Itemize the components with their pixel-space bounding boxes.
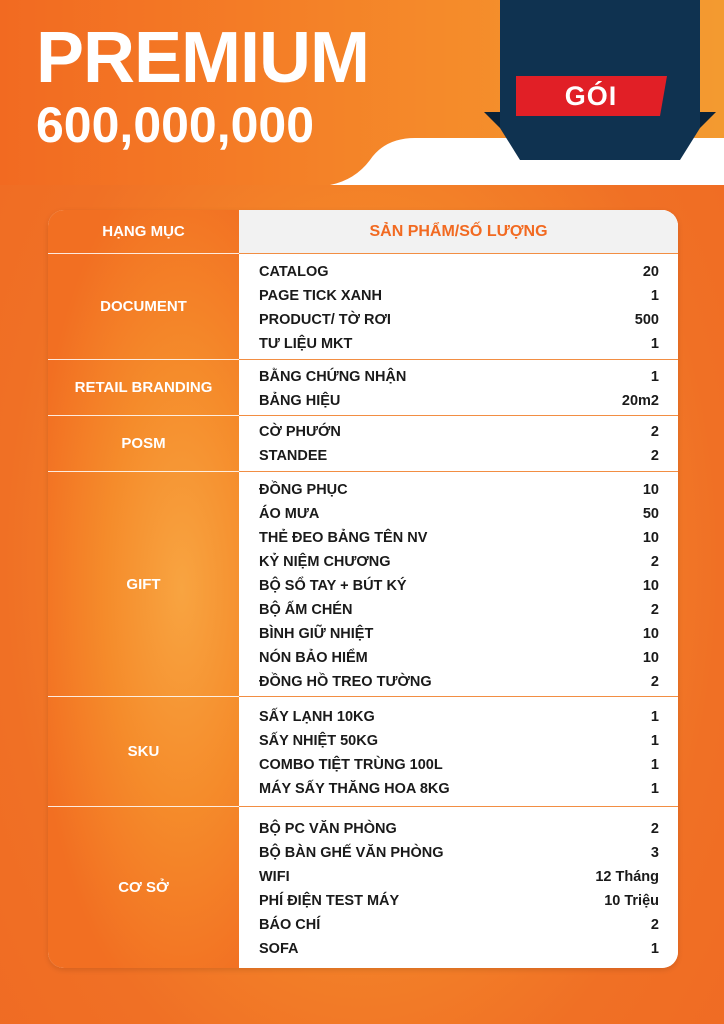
category-posm: POSM: [48, 416, 239, 472]
item-label: BÌNH GIỮ NHIỆT: [259, 626, 374, 642]
item-qty: 12 Tháng: [595, 869, 659, 885]
table-row: [259, 729, 659, 753]
table-row: [259, 865, 659, 889]
category-document: DOCUMENT: [48, 254, 239, 360]
section-sku: [239, 697, 678, 807]
section-co-so: [239, 807, 678, 968]
item-label: BỘ BÀN GHẾ VĂN PHÒNG: [259, 845, 444, 861]
item-qty: 20: [642, 264, 659, 280]
package-title: PREMIUM: [36, 18, 369, 98]
item-qty: 1: [650, 288, 659, 304]
item-label: NÓN BẢO HIỂM: [259, 650, 368, 666]
item-label: BỘ SỔ TAY + BÚT KÝ: [259, 578, 407, 594]
item-label: COMBO TIỆT TRÙNG 100L: [259, 757, 443, 773]
table-row: [259, 913, 659, 937]
item-qty: 2: [650, 424, 659, 440]
item-qty: 1: [650, 369, 659, 385]
item-qty: 50: [642, 506, 659, 522]
table-row: [259, 550, 659, 574]
item-qty: 2: [650, 674, 659, 690]
item-label: BỘ ẤM CHÉN: [259, 602, 353, 618]
table-row: [259, 705, 659, 729]
item-label: ÁO MƯA: [259, 506, 320, 522]
category-retail-branding: RETAIL BRANDING: [48, 360, 239, 416]
table-row: [259, 574, 659, 598]
item-qty: 20m2: [621, 393, 659, 409]
table-row: [259, 478, 659, 502]
item-qty: 3: [650, 845, 659, 861]
item-label: TƯ LIỆU MKT: [259, 336, 353, 352]
item-qty: 10: [642, 626, 659, 642]
item-qty: 10: [642, 650, 659, 666]
item-label: BÁO CHÍ: [259, 917, 321, 933]
section-gift: [239, 472, 678, 697]
section-posm: [239, 416, 678, 472]
table-row: [259, 389, 659, 413]
item-label: STANDEE: [259, 448, 328, 464]
table-row: [259, 332, 659, 356]
item-label: PAGE TICK XANH: [259, 288, 382, 304]
item-label: SOFA: [259, 941, 299, 957]
item-qty: 2: [650, 602, 659, 618]
table-row: [259, 753, 659, 777]
item-label: CATALOG: [259, 264, 329, 280]
item-qty: 1: [650, 781, 659, 797]
table-row: [259, 502, 659, 526]
section-document: [239, 254, 678, 360]
item-qty: 1: [650, 733, 659, 749]
table-row: [259, 817, 659, 841]
product-column: [239, 210, 678, 968]
table-row: [259, 598, 659, 622]
product-header: SẢN PHẨM/SỐ LƯỢNG: [239, 210, 678, 254]
item-label: ĐỒNG PHỤC: [259, 482, 348, 498]
table-row: [259, 841, 659, 865]
table-row: [259, 622, 659, 646]
category-gift: GIFT: [48, 472, 239, 697]
table-row: [259, 889, 659, 913]
item-qty: 2: [650, 448, 659, 464]
package-price: 600,000,000: [36, 97, 315, 153]
package-badge: [462, 0, 724, 185]
category-sku: SKU: [48, 697, 239, 807]
category-header: HẠNG MỤC: [48, 210, 239, 254]
table-row: [259, 670, 659, 694]
table-row: [259, 260, 659, 284]
item-qty: 1: [650, 941, 659, 957]
table-row: [259, 937, 659, 961]
item-label: CỜ PHƯỚN: [259, 424, 341, 440]
item-label: BẰNG CHỨNG NHẬN: [259, 369, 407, 385]
item-label: BẢNG HIỆU: [259, 393, 341, 409]
table-row: [259, 777, 659, 801]
table-row: [259, 284, 659, 308]
item-qty: 2: [650, 821, 659, 837]
package-table: [48, 210, 678, 968]
item-qty: 1: [650, 757, 659, 773]
item-qty: 10: [642, 482, 659, 498]
item-qty: 1: [650, 336, 659, 352]
section-retail-branding: [239, 360, 678, 416]
badge-label: GÓI: [564, 80, 618, 111]
item-qty: 1: [650, 709, 659, 725]
item-qty: 10: [642, 530, 659, 546]
item-label: PHÍ ĐIỆN TEST MÁY: [259, 893, 400, 909]
table-row: [259, 526, 659, 550]
table-row: [259, 365, 659, 389]
item-label: SẤY LẠNH 10KG: [259, 709, 375, 725]
table-row: [259, 646, 659, 670]
category-co-so: CƠ SỞ: [118, 879, 169, 896]
table-row: [259, 444, 659, 468]
item-label: WIFI: [259, 869, 290, 885]
item-qty: 2: [650, 554, 659, 570]
item-label: PRODUCT/ TỜ RƠI: [259, 312, 391, 328]
item-label: ĐỒNG HỒ TREO TƯỜNG: [259, 674, 432, 690]
item-label: MÁY SẤY THĂNG HOA 8KG: [259, 781, 450, 797]
table-row: [259, 308, 659, 332]
item-qty: 2: [650, 917, 659, 933]
item-label: SẤY NHIỆT 50KG: [259, 733, 378, 749]
category-column: [48, 210, 239, 968]
table-row: [259, 420, 659, 444]
item-label: KỶ NIỆM CHƯƠNG: [259, 554, 391, 570]
item-label: BỘ PC VĂN PHÒNG: [259, 821, 397, 837]
item-qty: 10: [642, 578, 659, 594]
item-label: THẺ ĐEO BẢNG TÊN NV: [259, 530, 428, 546]
item-qty: 500: [634, 312, 659, 328]
item-qty: 10 Triệu: [604, 893, 659, 909]
